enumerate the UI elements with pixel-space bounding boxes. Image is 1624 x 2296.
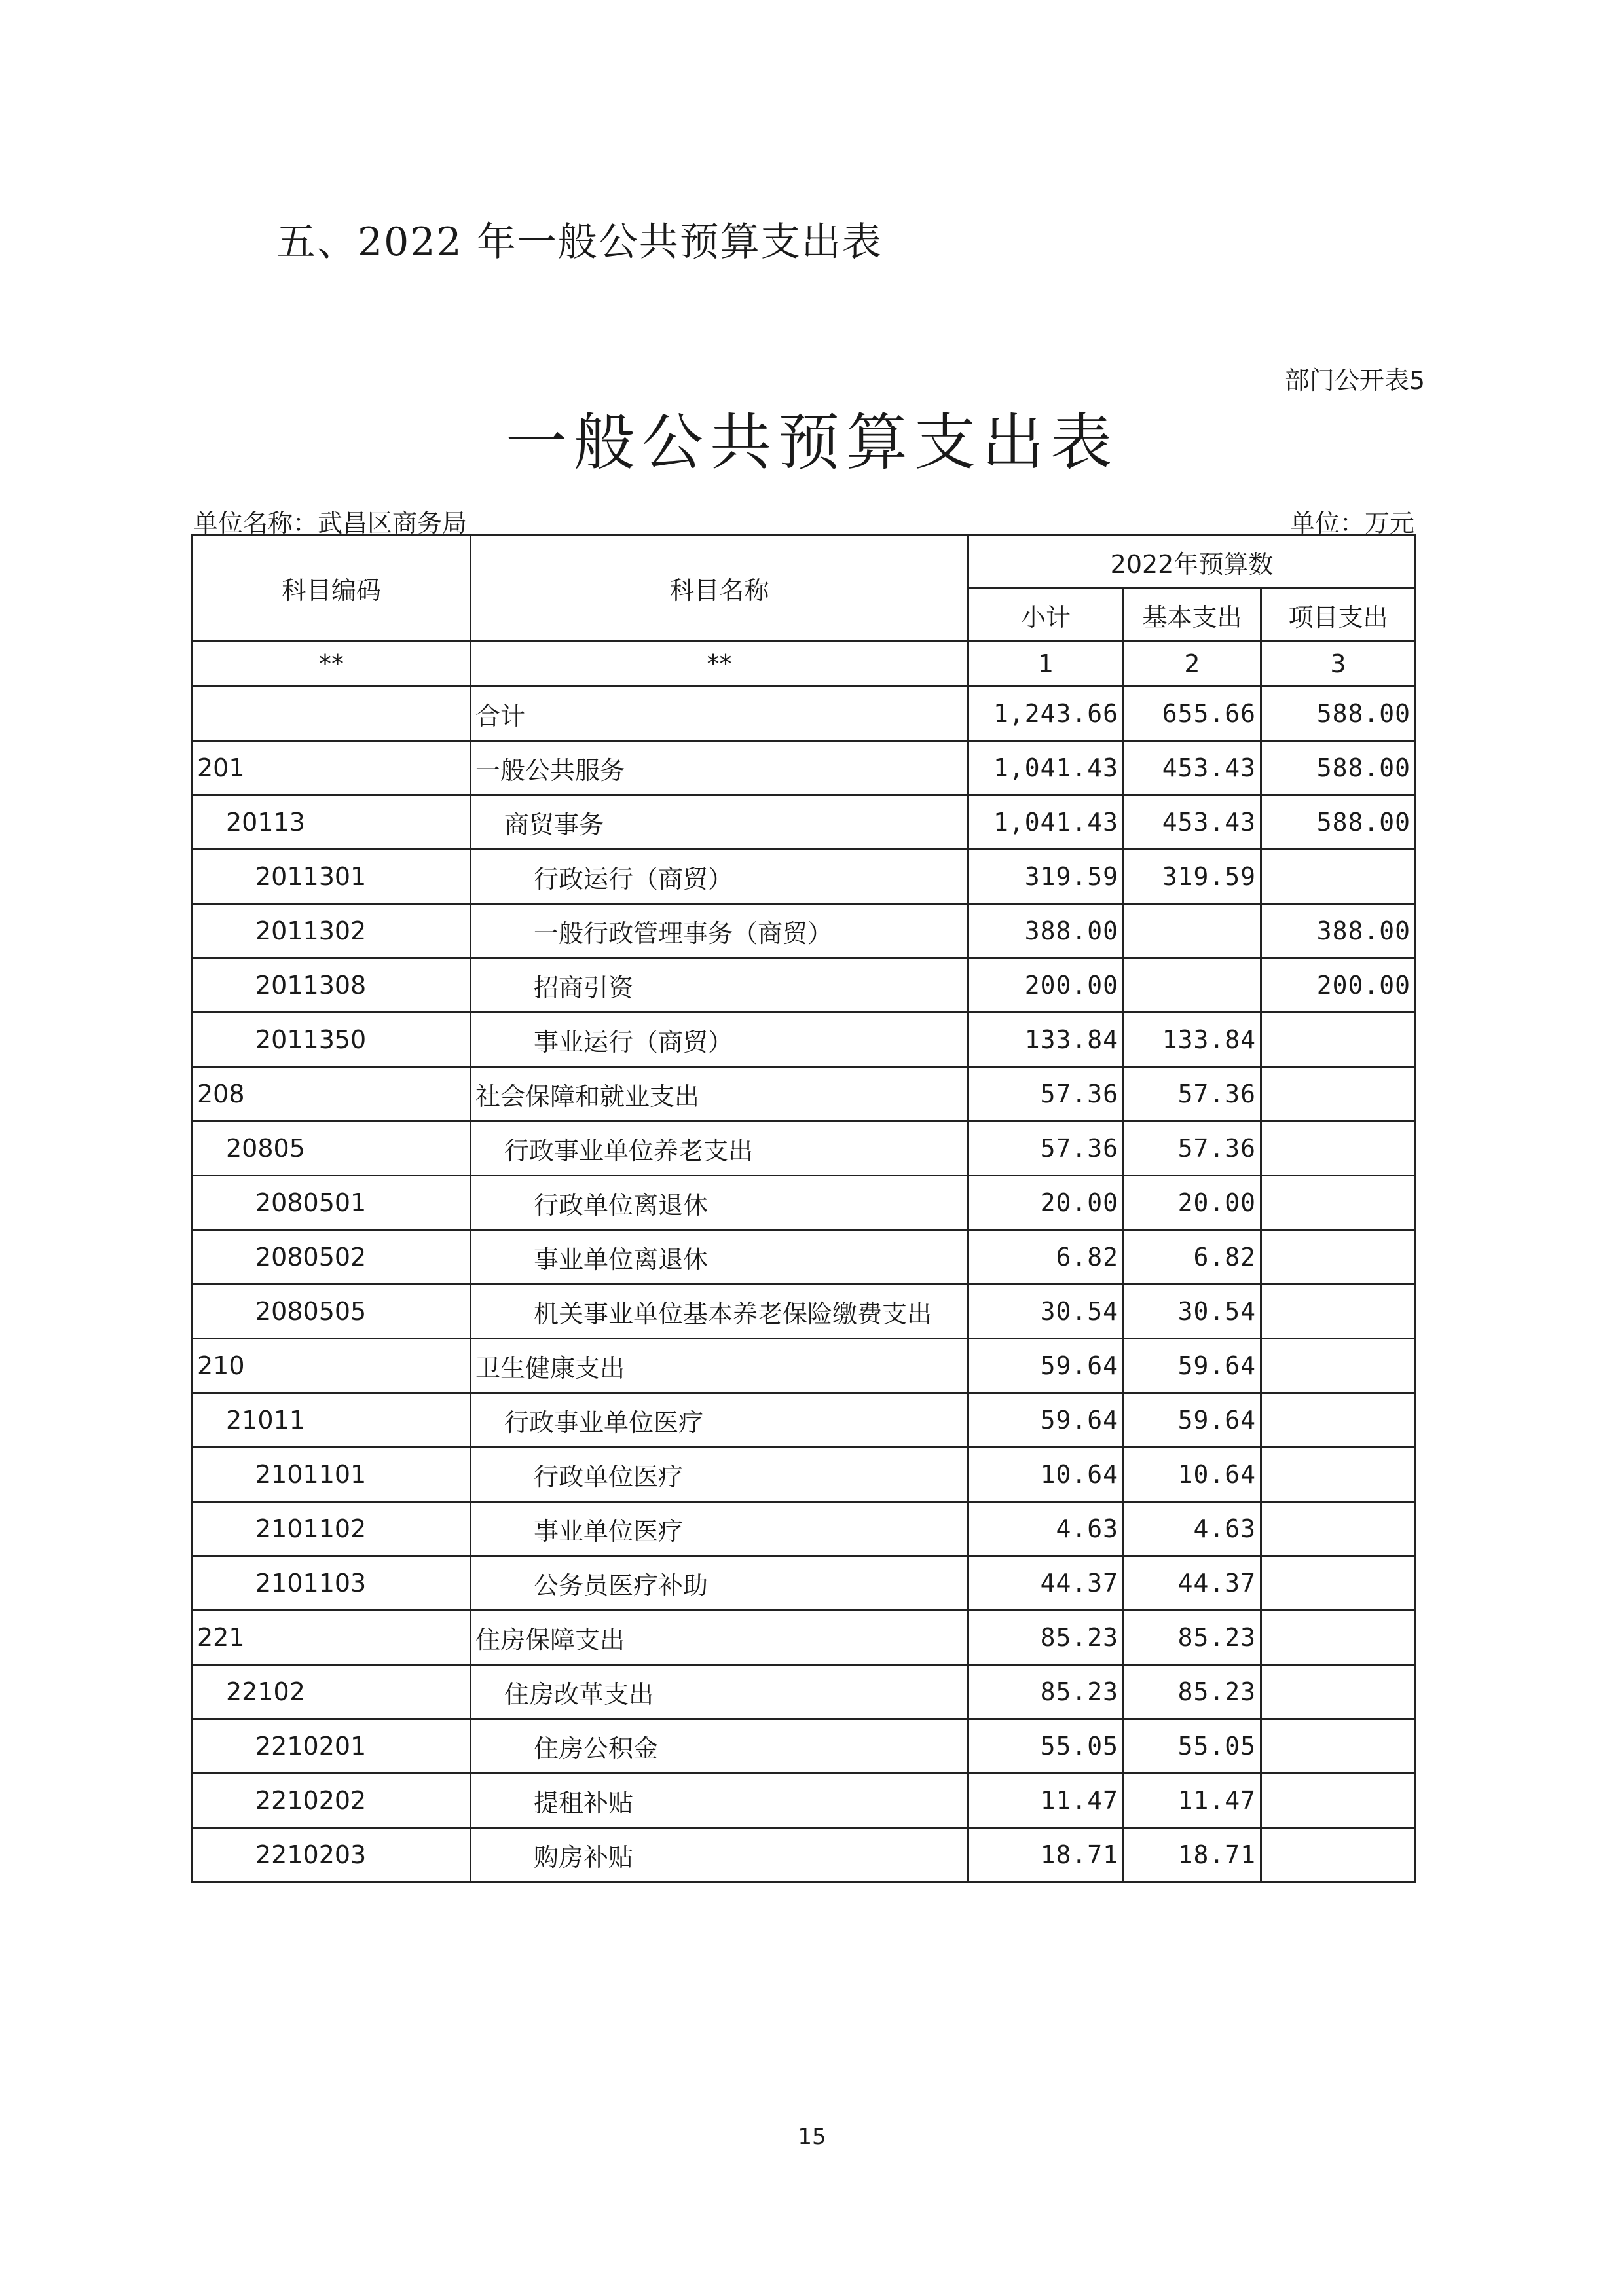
subtotal-cell: 18.71 bbox=[969, 1828, 1124, 1882]
project-cell bbox=[1261, 1611, 1416, 1665]
table-row bbox=[193, 1176, 1416, 1230]
subtotal-cell: 44.37 bbox=[969, 1556, 1124, 1611]
name-cell: 行政事业单位养老支出 bbox=[471, 1121, 969, 1176]
code-cell: 210 bbox=[193, 1339, 471, 1393]
name-cell: 一般行政管理事务（商贸） bbox=[471, 904, 969, 958]
name-cell: 社会保障和就业支出 bbox=[471, 1067, 969, 1121]
code-cell: 208 bbox=[193, 1067, 471, 1121]
budget-table bbox=[191, 534, 1416, 1883]
basic-cell: 30.54 bbox=[1124, 1285, 1261, 1339]
table-row bbox=[193, 1719, 1416, 1774]
table-row bbox=[193, 1828, 1416, 1882]
subtotal-cell: 6.82 bbox=[969, 1230, 1124, 1285]
code-cell: 22102 bbox=[193, 1665, 471, 1719]
name-cell: 事业单位医疗 bbox=[471, 1502, 969, 1556]
subtotal-cell: 10.64 bbox=[969, 1448, 1124, 1502]
name-cell: 购房补贴 bbox=[471, 1828, 969, 1882]
code-cell: 2210201 bbox=[193, 1719, 471, 1774]
project-cell: 588.00 bbox=[1261, 687, 1416, 741]
basic-cell: 44.37 bbox=[1124, 1556, 1261, 1611]
table-row bbox=[193, 958, 1416, 1013]
subtotal-cell: 11.47 bbox=[969, 1774, 1124, 1828]
code-cell: 2080505 bbox=[193, 1285, 471, 1339]
basic-cell: 20.00 bbox=[1124, 1176, 1261, 1230]
basic-cell: 59.64 bbox=[1124, 1339, 1261, 1393]
name-cell: 住房保障支出 bbox=[471, 1611, 969, 1665]
basic-cell: 4.63 bbox=[1124, 1502, 1261, 1556]
table-row bbox=[193, 1502, 1416, 1556]
basic-cell: 453.43 bbox=[1124, 795, 1261, 850]
code-cell: 201 bbox=[193, 741, 471, 795]
table-row bbox=[193, 1611, 1416, 1665]
basic-cell: 57.36 bbox=[1124, 1121, 1261, 1176]
name-cell: 行政单位离退休 bbox=[471, 1176, 969, 1230]
project-cell bbox=[1261, 1285, 1416, 1339]
table-row bbox=[193, 1013, 1416, 1067]
project-cell bbox=[1261, 1339, 1416, 1393]
table-row bbox=[193, 1285, 1416, 1339]
section-heading: 五、2022 年一般公共预算支出表 bbox=[276, 219, 883, 265]
table-row bbox=[193, 1556, 1416, 1611]
subtotal-cell: 57.36 bbox=[969, 1121, 1124, 1176]
project-cell bbox=[1261, 1828, 1416, 1882]
subtotal-cell: 57.36 bbox=[969, 1067, 1124, 1121]
project-cell: 588.00 bbox=[1261, 795, 1416, 850]
index-cell: ** bbox=[193, 642, 471, 687]
code-cell: 2101101 bbox=[193, 1448, 471, 1502]
code-cell: 2101102 bbox=[193, 1502, 471, 1556]
subtotal-cell: 319.59 bbox=[969, 850, 1124, 904]
unit-name: 单位名称：武昌区商务局 bbox=[193, 509, 468, 538]
subtotal-cell: 85.23 bbox=[969, 1665, 1124, 1719]
code-cell: 2011302 bbox=[193, 904, 471, 958]
code-cell: 2011308 bbox=[193, 958, 471, 1013]
subtotal-cell: 1,041.43 bbox=[969, 741, 1124, 795]
name-cell: 住房改革支出 bbox=[471, 1665, 969, 1719]
index-cell: 3 bbox=[1261, 642, 1416, 687]
basic-cell: 85.23 bbox=[1124, 1665, 1261, 1719]
project-cell: 200.00 bbox=[1261, 958, 1416, 1013]
code-cell: 2011350 bbox=[193, 1013, 471, 1067]
name-cell: 合计 bbox=[471, 687, 969, 741]
code-cell: 2210203 bbox=[193, 1828, 471, 1882]
project-cell bbox=[1261, 1067, 1416, 1121]
subtotal-cell: 85.23 bbox=[969, 1611, 1124, 1665]
name-cell: 商贸事务 bbox=[471, 795, 969, 850]
project-cell bbox=[1261, 1230, 1416, 1285]
code-cell: 2101103 bbox=[193, 1556, 471, 1611]
code-cell: 2080501 bbox=[193, 1176, 471, 1230]
basic-cell: 453.43 bbox=[1124, 741, 1261, 795]
table-row bbox=[193, 741, 1416, 795]
table-row bbox=[193, 1774, 1416, 1828]
table-row bbox=[193, 1393, 1416, 1448]
index-cell: ** bbox=[471, 642, 969, 687]
code-cell: 2080502 bbox=[193, 1230, 471, 1285]
header-project: 项目支出 bbox=[1261, 589, 1416, 642]
project-cell bbox=[1261, 850, 1416, 904]
project-cell: 588.00 bbox=[1261, 741, 1416, 795]
table-row bbox=[193, 1067, 1416, 1121]
project-cell bbox=[1261, 1774, 1416, 1828]
name-cell: 行政单位医疗 bbox=[471, 1448, 969, 1502]
table-title: 一般公共预算支出表 bbox=[505, 407, 1118, 479]
name-cell: 行政事业单位医疗 bbox=[471, 1393, 969, 1448]
subtotal-cell: 133.84 bbox=[969, 1013, 1124, 1067]
table-row bbox=[193, 1665, 1416, 1719]
table-row bbox=[193, 1121, 1416, 1176]
code-cell bbox=[193, 687, 471, 741]
basic-cell: 85.23 bbox=[1124, 1611, 1261, 1665]
project-cell: 388.00 bbox=[1261, 904, 1416, 958]
code-cell: 221 bbox=[193, 1611, 471, 1665]
table-header bbox=[193, 536, 1416, 687]
header-code: 科目编码 bbox=[193, 536, 471, 642]
header-subtotal: 小计 bbox=[969, 589, 1124, 642]
header-budget-group: 2022年预算数 bbox=[969, 536, 1416, 589]
subtotal-cell: 55.05 bbox=[969, 1719, 1124, 1774]
table-row bbox=[193, 850, 1416, 904]
meta-row bbox=[193, 503, 1414, 539]
table-row bbox=[193, 1339, 1416, 1393]
budget-table-container bbox=[191, 534, 1414, 1883]
form-number: 部门公开表5 bbox=[1284, 366, 1425, 395]
name-cell: 公务员医疗补助 bbox=[471, 1556, 969, 1611]
subtotal-cell: 388.00 bbox=[969, 904, 1124, 958]
subtotal-cell: 59.64 bbox=[969, 1339, 1124, 1393]
index-cell: 1 bbox=[969, 642, 1124, 687]
name-cell: 提租补贴 bbox=[471, 1774, 969, 1828]
table-row bbox=[193, 1448, 1416, 1502]
project-cell bbox=[1261, 1176, 1416, 1230]
project-cell bbox=[1261, 1448, 1416, 1502]
basic-cell: 10.64 bbox=[1124, 1448, 1261, 1502]
subtotal-cell: 4.63 bbox=[969, 1502, 1124, 1556]
code-cell: 21011 bbox=[193, 1393, 471, 1448]
basic-cell: 6.82 bbox=[1124, 1230, 1261, 1285]
project-cell bbox=[1261, 1556, 1416, 1611]
header-name: 科目名称 bbox=[471, 536, 969, 642]
subtotal-cell: 200.00 bbox=[969, 958, 1124, 1013]
basic-cell: 57.36 bbox=[1124, 1067, 1261, 1121]
project-cell bbox=[1261, 1121, 1416, 1176]
name-cell: 住房公积金 bbox=[471, 1719, 969, 1774]
table-row bbox=[193, 904, 1416, 958]
subtotal-cell: 20.00 bbox=[969, 1176, 1124, 1230]
name-cell: 机关事业单位基本养老保险缴费支出 bbox=[471, 1285, 969, 1339]
basic-cell bbox=[1124, 904, 1261, 958]
name-cell: 卫生健康支出 bbox=[471, 1339, 969, 1393]
table-row bbox=[193, 795, 1416, 850]
subtotal-cell: 1,041.43 bbox=[969, 795, 1124, 850]
page-number: 15 bbox=[798, 2124, 826, 2150]
code-cell: 2210202 bbox=[193, 1774, 471, 1828]
subtotal-cell: 59.64 bbox=[969, 1393, 1124, 1448]
project-cell bbox=[1261, 1013, 1416, 1067]
name-cell: 招商引资 bbox=[471, 958, 969, 1013]
index-cell: 2 bbox=[1124, 642, 1261, 687]
subtotal-cell: 30.54 bbox=[969, 1285, 1124, 1339]
basic-cell: 18.71 bbox=[1124, 1828, 1261, 1882]
name-cell: 事业单位离退休 bbox=[471, 1230, 969, 1285]
index-row bbox=[193, 642, 1416, 687]
table-body bbox=[193, 687, 1416, 1882]
basic-cell: 133.84 bbox=[1124, 1013, 1261, 1067]
basic-cell: 655.66 bbox=[1124, 687, 1261, 741]
code-cell: 20805 bbox=[193, 1121, 471, 1176]
basic-cell: 55.05 bbox=[1124, 1719, 1261, 1774]
basic-cell: 59.64 bbox=[1124, 1393, 1261, 1448]
name-cell: 行政运行（商贸） bbox=[471, 850, 969, 904]
basic-cell: 319.59 bbox=[1124, 850, 1261, 904]
unit-label: 单位：万元 bbox=[1289, 509, 1414, 538]
project-cell bbox=[1261, 1719, 1416, 1774]
name-cell: 一般公共服务 bbox=[471, 741, 969, 795]
basic-cell: 11.47 bbox=[1124, 1774, 1261, 1828]
header-basic: 基本支出 bbox=[1124, 589, 1261, 642]
subtotal-cell: 1,243.66 bbox=[969, 687, 1124, 741]
project-cell bbox=[1261, 1502, 1416, 1556]
table-row bbox=[193, 1230, 1416, 1285]
project-cell bbox=[1261, 1665, 1416, 1719]
code-cell: 2011301 bbox=[193, 850, 471, 904]
code-cell: 20113 bbox=[193, 795, 471, 850]
basic-cell bbox=[1124, 958, 1261, 1013]
project-cell bbox=[1261, 1393, 1416, 1448]
name-cell: 事业运行（商贸） bbox=[471, 1013, 969, 1067]
table-row bbox=[193, 687, 1416, 741]
